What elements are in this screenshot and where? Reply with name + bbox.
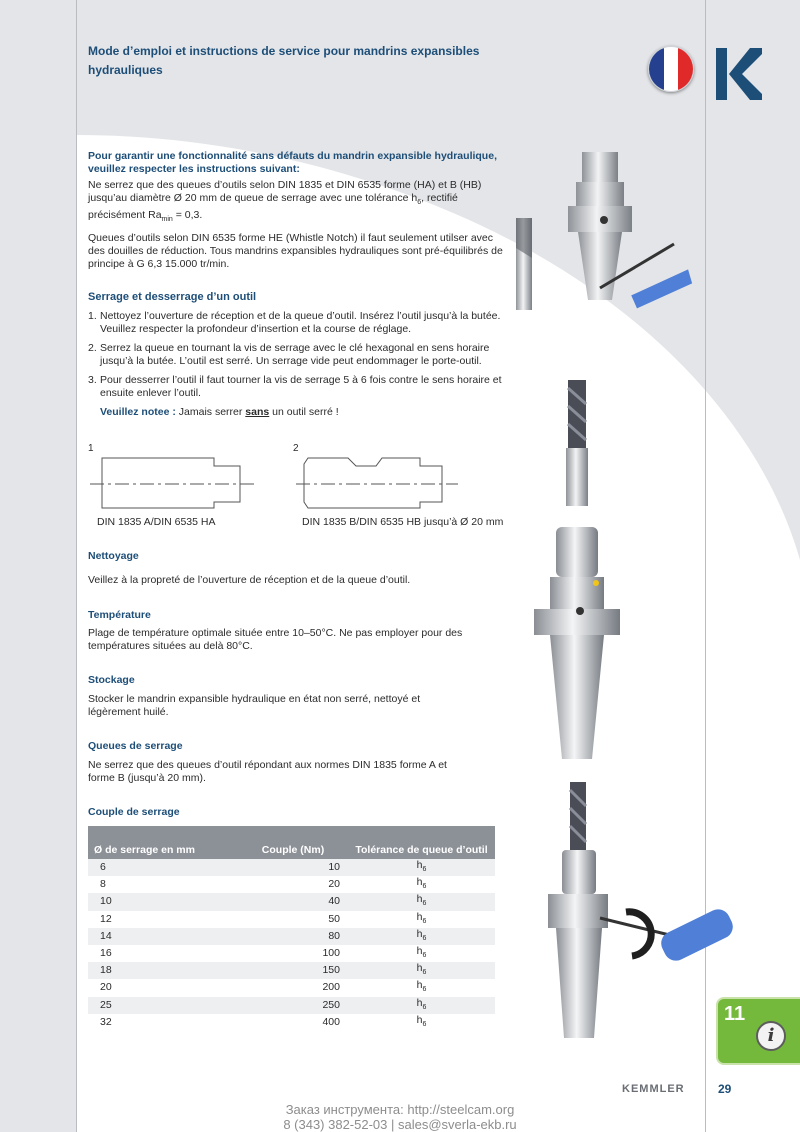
storage-text: Stocker le mandrin expansible hydraulique en état non serré, nettoyé et légèrement huilé.: [88, 693, 421, 718]
tolerance-grade: 6: [422, 986, 427, 994]
torque-cell: 100: [238, 945, 348, 962]
main-content: [88, 150, 508, 419]
tolerance-cell: [348, 876, 495, 893]
storage-heading: Stockage: [88, 674, 135, 686]
tolerance-letter: h: [416, 979, 423, 992]
diameter-cell: 25: [88, 997, 238, 1014]
shanks-text: Ne serrez que des queues d’outil répondant aux normes DIN 1835 forme A et forme B (jusqu’à 20 mm).: [88, 759, 447, 784]
footer-contact-line: 8 (343) 382-52-03 | sales@sverla-ekb.ru: [283, 1117, 517, 1132]
tolerance-grade: 6: [422, 917, 427, 925]
tolerance-letter: h: [416, 876, 423, 889]
diameter-cell: 20: [88, 979, 238, 996]
torque-table-body: [88, 859, 495, 1031]
page-title: Mode d’emploi et instructions de service pour mandrins expansibles hydrauliques: [88, 44, 480, 77]
table-row: [88, 859, 495, 876]
cleaning-heading: Nettoyage: [88, 550, 139, 562]
diameter-cell: 10: [88, 893, 238, 910]
hydraulic-chuck-image: [530, 525, 624, 763]
torque-table: [88, 826, 495, 1031]
tolerance-letter: h: [416, 1013, 423, 1026]
end-mill-tool-image: [560, 378, 594, 508]
tolerance-cell: [348, 1014, 495, 1031]
table-row: [88, 928, 495, 945]
table-row: [88, 945, 495, 962]
torque-cell: 150: [238, 962, 348, 979]
tolerance-letter: h: [416, 910, 423, 923]
table-row: [88, 893, 495, 910]
intro-paragraph-1: Ne serrez que des queues d’outils selon DIN 1835 et DIN 6535 forme (HA) et B (HB) jusqu’au diamètre Ø 20 mm de queue de serrage avec une tolérance $h_6$, rectifié précisément $Ra_{min} = 0,3$.: [88, 179, 482, 224]
torque-cell: 20: [238, 876, 348, 893]
tolerance-letter: h: [416, 962, 423, 975]
info-icon: i: [756, 1021, 786, 1051]
table-row: [88, 876, 495, 893]
cleaning-text: Veillez à la propreté de l’ouverture de réception et de la queue d’outil.: [88, 574, 411, 586]
kemmler-logo-icon: [716, 48, 762, 100]
torque-cell: 400: [238, 1014, 348, 1031]
diameter-cell: 18: [88, 962, 238, 979]
clamping-step-1: 1. Nettoyez l’ouverture de réception et de la queue d’outil. Insérez l’outil jusqu’à la butée. Veuillez respecter la profondeur d’insertion et la course de réglage.: [88, 310, 501, 336]
tolerance-letter: h: [416, 893, 423, 906]
torque-cell: 200: [238, 979, 348, 996]
tolerance-grade: 6: [422, 883, 427, 891]
header-tolerance: Tolérance de queue d’outil: [348, 826, 495, 859]
tolerance-cell: [348, 911, 495, 928]
clamping-step-2: 2. Serrez la queue en tournant la vis de serrage avec le clé hexagonal en sens horaire jusqu’à la butée. L’outil est serré. Un serrage vide peut endommager le porte-outil.: [88, 342, 490, 368]
tolerance-grade: 6: [422, 866, 427, 874]
clamping-note: Veuillez notee : Jamais serrer sans un outil serré !: [100, 406, 339, 419]
tolerance-letter: h: [416, 996, 423, 1009]
chapter-number: 11: [724, 1003, 746, 1025]
diameter-cell: 12: [88, 911, 238, 928]
chuck-tightening-with-key-image: [540, 780, 734, 1042]
intro-lead: Pour garantir une fonctionnalité sans défauts du mandrin expansible hydraulique, veuillez respecter les instructions suivant:: [88, 150, 497, 175]
table-row: [88, 911, 495, 928]
margin-line-left: [76, 0, 77, 1132]
table-row: [88, 979, 495, 996]
footer-order-line: Заказ инструмента: http://steelcam.org: [285, 1102, 515, 1117]
chapter-tab[interactable]: [716, 997, 800, 1065]
shanks-heading: Queues de serrage: [88, 740, 183, 752]
intro-paragraph-2: Queues d’outils selon DIN 6535 forme HE (Whistle Notch) il faut seulement utilser avec des douilles de réduction. Tous mandrins expansibles hydrauliques sont pré-équilibrés de principe à G 6,3 15.000 tr/min.: [88, 232, 503, 271]
figure-2-number: 2: [293, 443, 299, 454]
torque-cell: 50: [238, 911, 348, 928]
temperature-heading: Température: [88, 609, 151, 621]
header-diameter: Ø de serrage en mm: [88, 826, 238, 859]
table-row: [88, 962, 495, 979]
torque-cell: 40: [238, 893, 348, 910]
tolerance-cell: [348, 893, 495, 910]
tolerance-grade: 6: [422, 1003, 427, 1011]
diameter-cell: 14: [88, 928, 238, 945]
tolerance-letter: h: [416, 859, 423, 872]
french-flag-icon: [648, 46, 694, 92]
temperature-text: Plage de température optimale située entre 10–50°C. Ne pas employer pour des températures situées au delà 80°C.: [88, 627, 463, 652]
tolerance-grade: 6: [422, 934, 427, 942]
shank-drawing-form-a: [88, 452, 258, 512]
diameter-cell: 16: [88, 945, 238, 962]
figure-2-caption: DIN 1835 B/DIN 6535 HB jusqu’à Ø 20 mm: [302, 516, 504, 528]
figure-1-number: 1: [88, 443, 94, 454]
tolerance-letter: h: [416, 927, 423, 940]
clamping-step-3: 3. Pour desserrer l’outil il faut tourner la vis de serrage 5 à 6 fois contre le sens horaire et ensuite enlever l’outil.: [88, 374, 502, 400]
clamping-heading: Serrage et desserrage d’un outil: [88, 291, 257, 304]
tolerance-grade: 6: [422, 952, 427, 960]
chuck-with-tool-and-key-image: [512, 148, 698, 320]
tolerance-cell: [348, 928, 495, 945]
tolerance-cell: [348, 945, 495, 962]
tolerance-grade: 6: [422, 1020, 427, 1028]
diameter-cell: 6: [88, 859, 238, 876]
tolerance-letter: h: [416, 944, 423, 957]
table-header-row: [88, 826, 495, 859]
tolerance-cell: [348, 979, 495, 996]
tolerance-cell: [348, 859, 495, 876]
figure-1-caption: DIN 1835 A/DIN 6535 HA: [97, 516, 216, 528]
brand-name: KEMMLER: [622, 1083, 685, 1095]
torque-cell: 10: [238, 859, 348, 876]
torque-cell: 80: [238, 928, 348, 945]
diameter-cell: 8: [88, 876, 238, 893]
table-row: [88, 1014, 495, 1031]
header-torque: Couple (Nm): [238, 826, 348, 859]
torque-cell: 250: [238, 997, 348, 1014]
tolerance-cell: [348, 962, 495, 979]
tolerance-grade: 6: [422, 969, 427, 977]
diameter-cell: 32: [88, 1014, 238, 1031]
torque-heading: Couple de serrage: [88, 806, 180, 818]
tolerance-cell: [348, 997, 495, 1014]
shank-drawing-form-b: [292, 452, 467, 512]
tolerance-grade: 6: [422, 900, 427, 908]
page-number: 29: [718, 1082, 732, 1096]
table-row: [88, 997, 495, 1014]
